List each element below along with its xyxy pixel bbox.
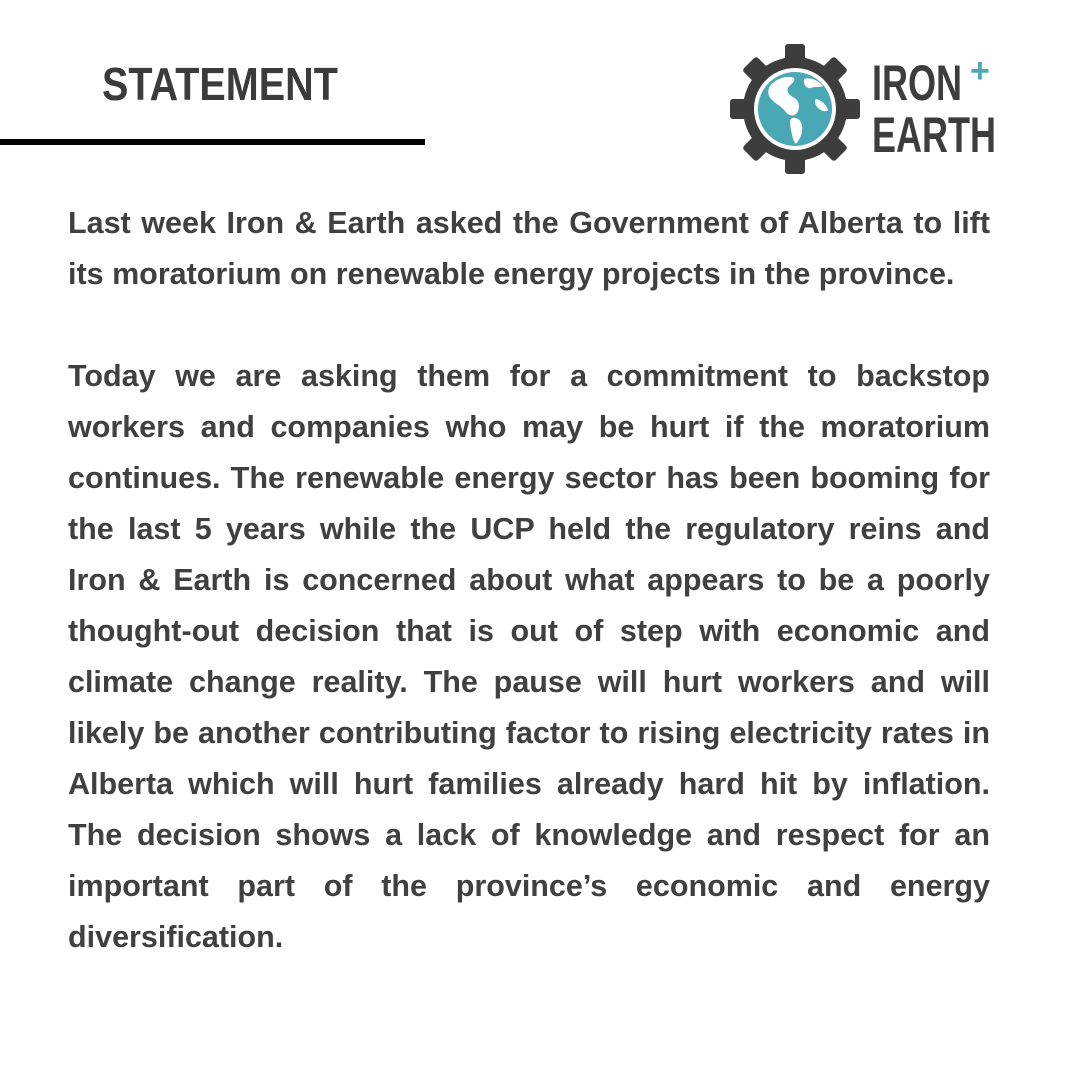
gear-globe-icon xyxy=(730,44,860,174)
statement-body xyxy=(68,198,990,963)
logo-word-earth: EARTH xyxy=(872,107,996,163)
title-underline xyxy=(0,139,425,145)
logo-word-iron: IRON xyxy=(872,55,962,111)
logo-plus-icon: + xyxy=(970,52,990,90)
statement-paragraph-1: Last week Iron & Earth asked the Government of Alberta to lift its moratorium on renewable energy projects in the province. xyxy=(68,206,990,291)
page-title: STATEMENT xyxy=(102,58,338,110)
statement-paragraph-2: Today we are asking them for a commitment to backstop workers and companies who may be hurt if the moratorium continues. The renewable energy sector has been booming for the last 5 years while the UCP held the regulatory reins and Iron & Earth is concerned about what appears to be a poorly thought-out decision that is out of step with economic and climate change reality. The pause will hurt workers and will likely be another contributing factor to rising electricity rates in Alberta which will hurt families already hard hit by inflation. The decision shows a lack of knowledge and respect for an important part of the province’s economic and energy diversification. xyxy=(68,359,990,954)
iron-earth-logo xyxy=(730,44,996,174)
